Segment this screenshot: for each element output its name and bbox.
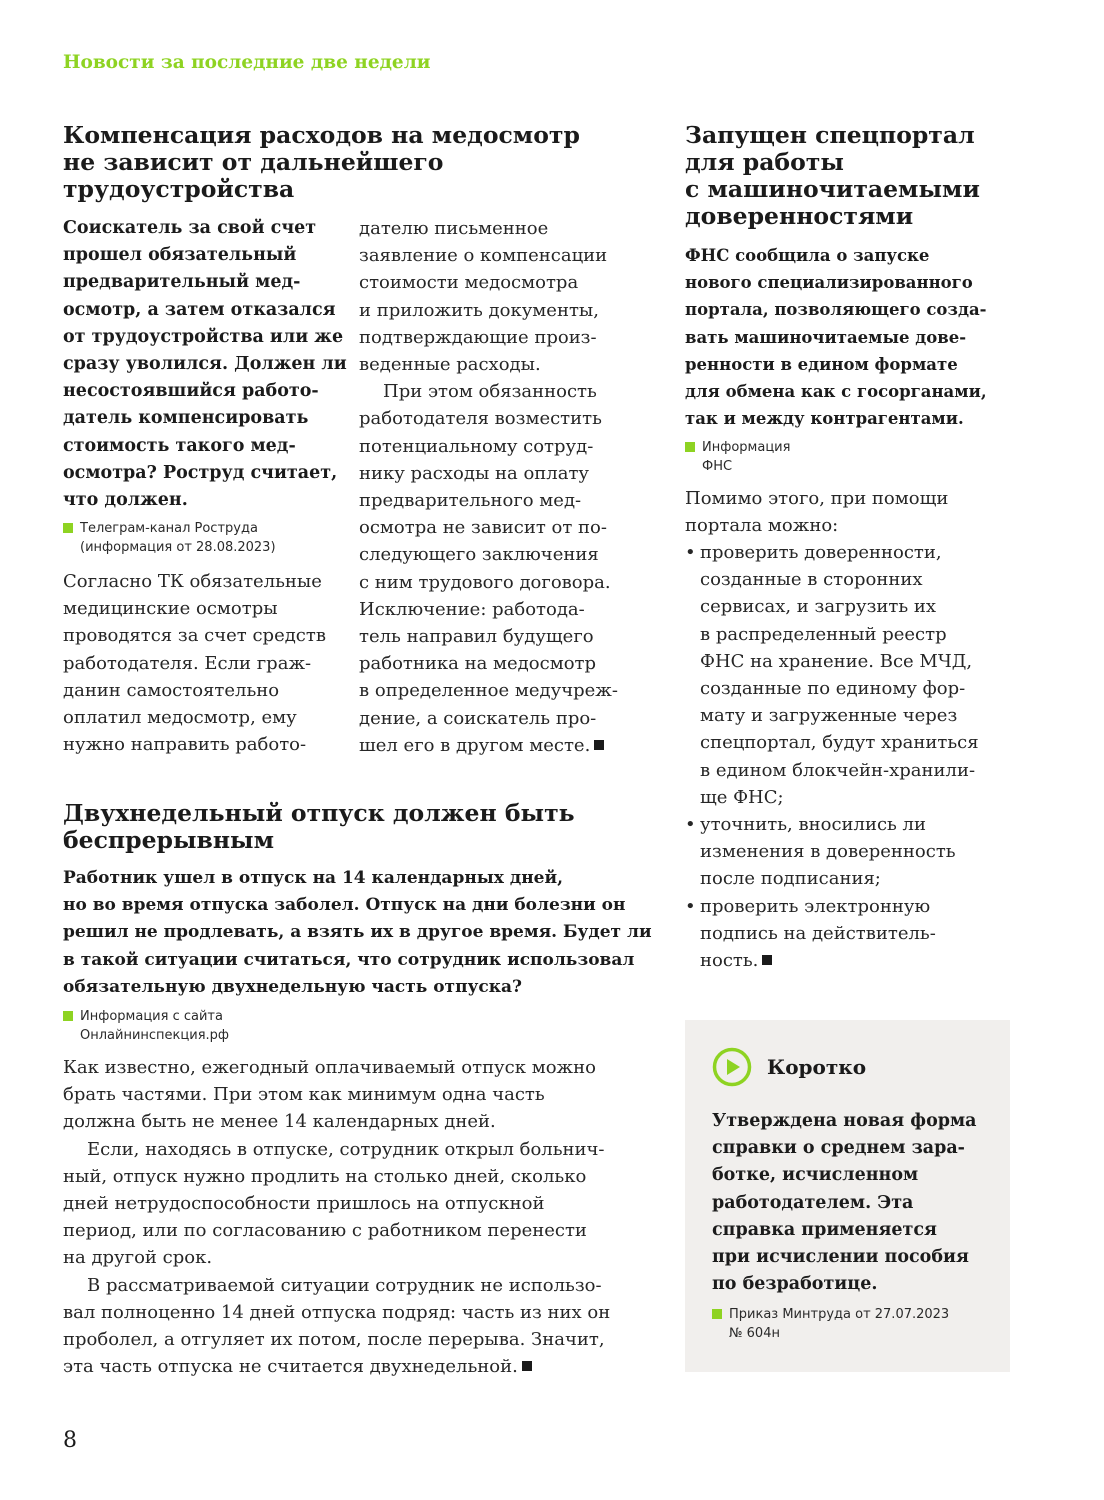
article-lead: Соискатель за свой счет прошел обязательный предварительный мед- осмотр, а затем отказался от трудоустройства или же сразу уволился. Должен ли несостоявшийся работо- датель компенсировать стоимость такого мед- осмотра? Роструд считает, что должен. xyxy=(63,218,347,511)
source-note: Телеграм-канал Роструда (информация от 28.08.2023) xyxy=(63,519,323,559)
summary-title: Коротко xyxy=(767,1055,867,1079)
source-note: Информация с сайта Онлайнинспекция.рф xyxy=(63,1007,323,1047)
article-body-intro: Помимо этого, при помощи портала можно: xyxy=(685,488,949,537)
source-note: Информация ФНС xyxy=(685,438,885,478)
end-mark-icon xyxy=(522,1361,532,1371)
article-body-right: дателю письменное заявление о компенсации стоимости медосмотра и приложить документы, подтверждающие произ- веденные расходы. При этом обязанность работодателя возместить потенциальному сотруд- нику расходы на оплату предварительного мед- осмотра не зависит от по- следующего заключения с ним трудового договора. Исключение: работода- тель направил будущего работника на медосмотр в определенное медучреж- дение, а соискатель про- шел его в другом месте. xyxy=(359,218,618,756)
bullet-list xyxy=(685,539,979,974)
bullet-icon: • xyxy=(685,542,696,563)
article-body: Как известно, ежегодный оплачиваемый отпуск можно брать частями. При этом как минимум одна часть должна быть не менее 14 календарных дней. Если, находясь в отпуске, сотрудник открыл больнич- ный, отпуск нужно продлить на столько дней, сколько дней нетрудоспособности пришлось на отпускной период, или по согласованию с работником перенести на другой срок. В рассматриваемой ситуации сотрудник не использо- вал полноценно 14 дней отпуска подряд: часть из них он проболел, а отгуляет их потом, после перерыва. Значит, эта часть отпуска не считается двухнедельной. xyxy=(63,1057,611,1378)
end-mark-icon xyxy=(762,955,772,965)
green-square-icon xyxy=(685,442,695,452)
article-body-left: Согласно ТК обязательные медицинские осмотры проводятся за счет средств работодателя. Если граж- данин самостоятельно оплатил медосмотр, ему нужно направить работо- xyxy=(63,571,326,756)
article-title: Двухнедельный отпуск должен быть беспрерывным xyxy=(63,799,575,854)
play-icon xyxy=(712,1047,752,1087)
page-number: 8 xyxy=(63,1428,77,1453)
source-note: Приказ Минтруда от 27.07.2023 № 604н xyxy=(712,1305,982,1345)
bullet-icon: • xyxy=(685,814,696,836)
green-square-icon xyxy=(63,523,73,533)
list-item: • уточнить, вносились ли изменения в доверенность после подписания; xyxy=(700,811,979,893)
article-lead: ФНС сообщила о запуске нового специализированного портала, позволяющего созда- вать машиночитаемые дове- ренности в едином формате для обмена как с госорганами, так и между контрагентами. xyxy=(685,246,987,429)
end-mark-icon xyxy=(594,740,604,750)
article-lead: Работник ушел в отпуск на 14 календарных дней, но во время отпуска заболел. Отпуск на дни болезни он решил не продлевать, а взять их в другое время. Будет ли в такой ситуации считаться, что сотрудник использовал обязательную двухнедельную часть отпуска? xyxy=(63,868,652,997)
list-item: • проверить электронную подпись на действитель- ность. xyxy=(700,893,979,975)
summary-text: Утверждена новая форма справки о среднем зара- ботке, исчисленном работодателем. Эта справка применяется при исчислении пособия по безработице. xyxy=(712,1111,977,1295)
section-label: Новости за последние две недели xyxy=(63,52,431,73)
article-title: Компенсация расходов на медосмотр не зависит от дальнейшего трудоустройства xyxy=(63,121,580,203)
article-title: Запущен спецпортал для работы с машиночитаемыми доверенностями xyxy=(685,121,980,230)
bullet-icon: • xyxy=(685,895,696,917)
list-item: • проверить доверенности, созданные в сторонних сервисах, и загрузить их в распределенный реестр ФНС на хранение. Все МЧД, созданные по единому фор- мату и загруженные через спецпортал, будут храниться в едином блокчейн-хранили- ще ФНС; xyxy=(700,539,979,811)
green-square-icon xyxy=(712,1309,722,1319)
green-square-icon xyxy=(63,1011,73,1021)
